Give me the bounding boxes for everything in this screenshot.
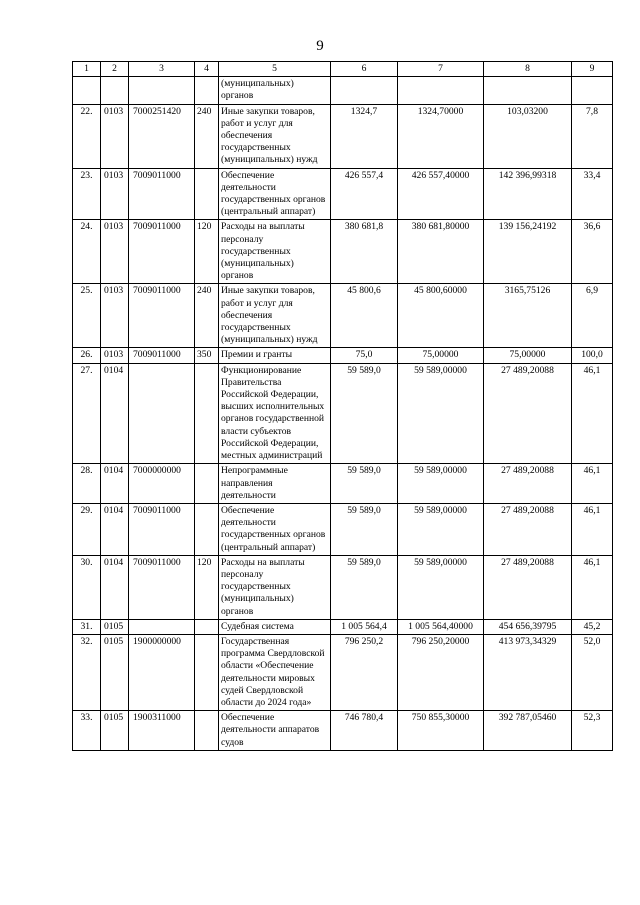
value-col-9: 36,6 <box>572 220 613 284</box>
header-col-9: 9 <box>572 62 613 77</box>
value-col-7: 750 855,30000 <box>398 711 484 751</box>
target-article-code: 7009011000 <box>129 503 195 555</box>
section-code: 0105 <box>101 711 129 751</box>
expense-type-code <box>195 464 219 504</box>
expense-type-code: 240 <box>195 104 219 168</box>
item-name: Судебная система <box>219 619 331 634</box>
target-article-code: 7009011000 <box>129 555 195 619</box>
header-col-5: 5 <box>219 62 331 77</box>
row-number: 31. <box>73 619 101 634</box>
section-code: 0104 <box>101 503 129 555</box>
header-col-7: 7 <box>398 62 484 77</box>
table-row <box>73 363 613 464</box>
value-col-9: 46,1 <box>572 363 613 464</box>
value-col-8: 27 489,20088 <box>484 503 572 555</box>
value-col-6: 59 589,0 <box>331 363 398 464</box>
target-article-code: 1900311000 <box>129 711 195 751</box>
expense-type-code <box>195 168 219 220</box>
row-number: 33. <box>73 711 101 751</box>
expense-type-code <box>195 503 219 555</box>
row-number: 26. <box>73 348 101 363</box>
budget-table <box>72 61 613 751</box>
continuation-row <box>73 77 613 104</box>
value-col-7: 75,00000 <box>398 348 484 363</box>
section-code: 0103 <box>101 348 129 363</box>
table-row <box>73 503 613 555</box>
row-number: 24. <box>73 220 101 284</box>
section-code: 0104 <box>101 464 129 504</box>
item-name: Непрограммные направления деятельности <box>219 464 331 504</box>
value-col-9: 33,4 <box>572 168 613 220</box>
table-row <box>73 619 613 634</box>
value-col-6: 426 557,4 <box>331 168 398 220</box>
section-code: 0105 <box>101 619 129 634</box>
row-number: 25. <box>73 284 101 348</box>
value-col-8: 142 396,99318 <box>484 168 572 220</box>
header-col-2: 2 <box>101 62 129 77</box>
item-name: Обеспечение деятельности государственных органов (центральный аппарат) <box>219 168 331 220</box>
row-number: 29. <box>73 503 101 555</box>
section-code: 0103 <box>101 168 129 220</box>
header-col-3: 3 <box>129 62 195 77</box>
item-name: Иные закупки товаров, работ и услуг для обеспечения государственных (муниципальных) нужд <box>219 284 331 348</box>
expense-type-code <box>195 634 219 710</box>
value-col-9: 46,1 <box>572 464 613 504</box>
value-col-6: 746 780,4 <box>331 711 398 751</box>
expense-type-code: 120 <box>195 220 219 284</box>
section-code: 0105 <box>101 634 129 710</box>
value-col-6: 59 589,0 <box>331 555 398 619</box>
continuation-text: (муниципальных) органов <box>219 77 331 104</box>
table-row <box>73 464 613 504</box>
value-col-9: 7,8 <box>572 104 613 168</box>
expense-type-code <box>195 619 219 634</box>
value-col-8: 27 489,20088 <box>484 555 572 619</box>
value-col-8: 392 787,05460 <box>484 711 572 751</box>
row-number: 28. <box>73 464 101 504</box>
value-col-9: 6,9 <box>572 284 613 348</box>
target-article-code: 1900000000 <box>129 634 195 710</box>
value-col-9: 46,1 <box>572 503 613 555</box>
table-row <box>73 220 613 284</box>
value-col-7: 59 589,00000 <box>398 503 484 555</box>
value-col-9: 46,1 <box>572 555 613 619</box>
value-col-6: 59 589,0 <box>331 464 398 504</box>
value-col-7: 1324,70000 <box>398 104 484 168</box>
value-col-6: 59 589,0 <box>331 503 398 555</box>
item-name: Функционирование Правительства Российской Федерации, высших исполнительных органов государственной власти субъектов Российской Федерации, местных администраций <box>219 363 331 464</box>
target-article-code: 7009011000 <box>129 168 195 220</box>
expense-type-code: 350 <box>195 348 219 363</box>
value-col-8: 103,03200 <box>484 104 572 168</box>
item-name: Обеспечение деятельности государственных органов (центральный аппарат) <box>219 503 331 555</box>
table-row <box>73 634 613 710</box>
header-col-1: 1 <box>73 62 101 77</box>
table-header <box>73 62 613 77</box>
value-col-8: 75,00000 <box>484 348 572 363</box>
value-col-7: 45 800,60000 <box>398 284 484 348</box>
value-col-7: 1 005 564,40000 <box>398 619 484 634</box>
value-col-7: 796 250,20000 <box>398 634 484 710</box>
value-col-8: 413 973,34329 <box>484 634 572 710</box>
table-row <box>73 711 613 751</box>
value-col-7: 59 589,00000 <box>398 363 484 464</box>
target-article-code <box>129 619 195 634</box>
target-article-code: 7000000000 <box>129 464 195 504</box>
item-name: Премии и гранты <box>219 348 331 363</box>
header-col-6: 6 <box>331 62 398 77</box>
table-row <box>73 168 613 220</box>
value-col-7: 426 557,40000 <box>398 168 484 220</box>
target-article-code: 7009011000 <box>129 220 195 284</box>
expense-type-code: 240 <box>195 284 219 348</box>
target-article-code: 7009011000 <box>129 284 195 348</box>
section-code: 0104 <box>101 555 129 619</box>
value-col-8: 27 489,20088 <box>484 363 572 464</box>
value-col-9: 45,2 <box>572 619 613 634</box>
page-number: 9 <box>316 38 324 54</box>
expense-type-code <box>195 711 219 751</box>
value-col-6: 45 800,6 <box>331 284 398 348</box>
header-col-4: 4 <box>195 62 219 77</box>
target-article-code <box>129 363 195 464</box>
row-number: 30. <box>73 555 101 619</box>
value-col-6: 1 005 564,4 <box>331 619 398 634</box>
value-col-6: 380 681,8 <box>331 220 398 284</box>
target-article-code: 7009011000 <box>129 348 195 363</box>
item-name: Расходы на выплаты персоналу государственных (муниципальных) органов <box>219 220 331 284</box>
item-name: Государственная программа Свердловской области «Обеспечение деятельности мировых судей Свердловской области до 2024 года» <box>219 634 331 710</box>
value-col-8: 454 656,39795 <box>484 619 572 634</box>
value-col-6: 75,0 <box>331 348 398 363</box>
item-name: Иные закупки товаров, работ и услуг для обеспечения государственных (муниципальных) нужд <box>219 104 331 168</box>
value-col-9: 100,0 <box>572 348 613 363</box>
header-row <box>73 62 613 77</box>
section-code: 0104 <box>101 363 129 464</box>
table-row <box>73 284 613 348</box>
row-number: 23. <box>73 168 101 220</box>
value-col-7: 59 589,00000 <box>398 464 484 504</box>
expense-type-code: 120 <box>195 555 219 619</box>
value-col-6: 796 250,2 <box>331 634 398 710</box>
table-row <box>73 348 613 363</box>
section-code: 0103 <box>101 220 129 284</box>
item-name: Обеспечение деятельности аппаратов судов <box>219 711 331 751</box>
value-col-8: 139 156,24192 <box>484 220 572 284</box>
row-number: 22. <box>73 104 101 168</box>
value-col-7: 59 589,00000 <box>398 555 484 619</box>
row-number: 32. <box>73 634 101 710</box>
table-row <box>73 555 613 619</box>
value-col-6: 1324,7 <box>331 104 398 168</box>
value-col-9: 52,3 <box>572 711 613 751</box>
target-article-code: 7000251420 <box>129 104 195 168</box>
value-col-8: 27 489,20088 <box>484 464 572 504</box>
section-code: 0103 <box>101 284 129 348</box>
expense-type-code <box>195 363 219 464</box>
header-col-8: 8 <box>484 62 572 77</box>
value-col-9: 52,0 <box>572 634 613 710</box>
value-col-8: 3165,75126 <box>484 284 572 348</box>
item-name: Расходы на выплаты персоналу государственных (муниципальных) органов <box>219 555 331 619</box>
row-number: 27. <box>73 363 101 464</box>
table-row <box>73 104 613 168</box>
section-code: 0103 <box>101 104 129 168</box>
value-col-7: 380 681,80000 <box>398 220 484 284</box>
